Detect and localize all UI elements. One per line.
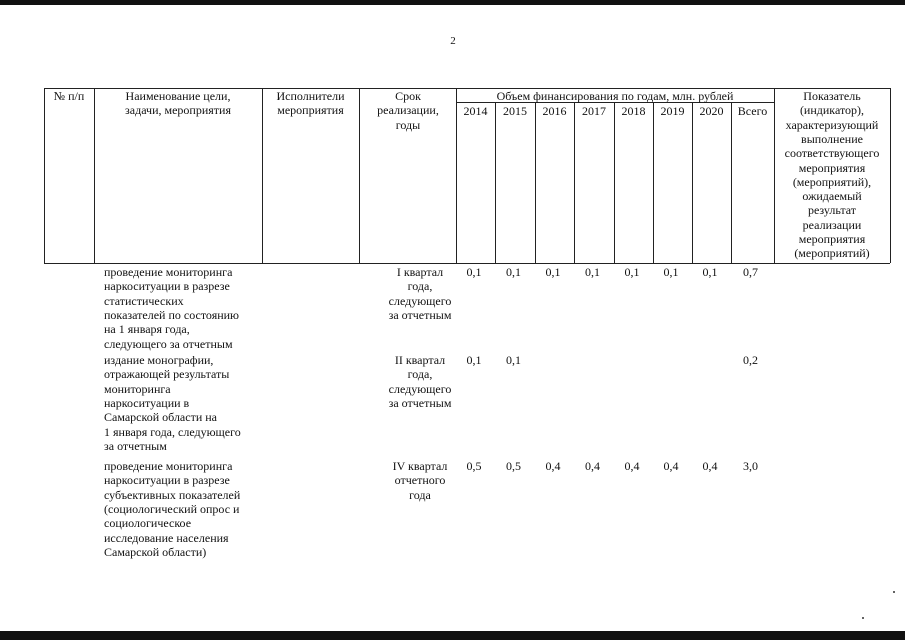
row-value: 0,4 [663, 459, 679, 473]
row-value: 0,4 [702, 459, 718, 473]
header-term: реализации, [377, 103, 439, 118]
table-rule-vertical [44, 88, 45, 263]
table-rule-vertical [692, 102, 693, 263]
row-name: социологическое [104, 516, 192, 531]
row-name: наркоситуации в [104, 395, 190, 410]
row-term: года, [407, 279, 433, 294]
row-name: показателей по состоянию [104, 307, 240, 322]
row-name: проведение мониторинга [104, 265, 233, 279]
row-term: за отчетным [388, 395, 452, 410]
header-term: Срок [395, 89, 421, 103]
row-name: следующего за отчетным [104, 336, 233, 351]
header-indicator: мероприятия [798, 160, 866, 175]
header-total: Всего [737, 104, 768, 118]
table-rule-vertical [94, 88, 95, 263]
row-name: проведение мониторинга [104, 459, 233, 473]
header-indicator: (мероприятий), [792, 174, 872, 189]
header-indicator: (мероприятий) [794, 246, 870, 261]
row-name: (социологический опрос и [104, 501, 240, 516]
header-year: 2016 [542, 104, 567, 118]
row-term: следующего [388, 293, 452, 308]
row-name: исследование населения [104, 530, 229, 545]
table-rule-vertical [653, 102, 654, 263]
header-executors: мероприятия [277, 103, 344, 118]
row-term: следующего [388, 381, 452, 396]
row-value: 0,1 [702, 265, 718, 279]
row-value: 0,1 [466, 353, 482, 367]
header-name: Наименование цели, [125, 89, 231, 103]
table-rule-vertical [535, 102, 536, 263]
top-scan-border [0, 0, 905, 5]
header-year: 2015 [503, 104, 527, 118]
row-name: субъективных показателей [104, 487, 241, 502]
row-name: 1 января года, следующего [104, 424, 241, 439]
row-name: отражающей результаты [104, 367, 230, 382]
header-financing-group: Объем финансирования по годам, млн. рублей [496, 89, 734, 103]
row-value: 0,4 [545, 459, 561, 473]
row-value: 0,5 [506, 459, 521, 473]
header-indicator: реализации [802, 217, 862, 232]
row-term: I квартал [396, 265, 444, 279]
header-indicator: (индикатор), [799, 103, 865, 118]
header-term: годы [395, 117, 421, 132]
row-value: 0,1 [506, 353, 521, 367]
row-name: мониторинга [104, 381, 171, 396]
row-term: года, [407, 367, 433, 382]
header-year: 2019 [660, 104, 685, 118]
row-term: за отчетным [388, 307, 452, 322]
row-value: 0,1 [466, 265, 482, 279]
row-value: 0,5 [466, 459, 482, 473]
row-name: за отчетным [104, 438, 167, 453]
table-rule-vertical [495, 102, 496, 263]
row-name: издание монографии, [104, 353, 214, 367]
row-term: II квартал [394, 353, 446, 367]
row-value: 0,1 [624, 265, 640, 279]
header-executors: Исполнители [276, 89, 345, 103]
row-name: Самарской области) [104, 544, 207, 559]
header-indicator: соответствующего [784, 146, 880, 161]
header-year: 2020 [699, 104, 724, 118]
header-indicator: мероприятия [798, 232, 866, 246]
row-value: 0,1 [506, 265, 521, 279]
row-value: 0,4 [585, 459, 600, 473]
header-indicator: выполнение [801, 131, 863, 146]
table-rule-vertical [774, 88, 775, 263]
header-indicator: Показатель [803, 89, 861, 103]
row-name: на 1 января года, [104, 322, 190, 337]
scan-speck [893, 591, 895, 593]
row-value: 0,1 [663, 265, 679, 279]
row-total: 0,7 [743, 265, 758, 279]
row-name: статистических [104, 293, 184, 308]
header-name: задачи, мероприятия [125, 103, 231, 118]
row-value: 0,1 [545, 265, 561, 279]
scan-speck [862, 617, 864, 619]
row-term: IV квартал [392, 459, 448, 473]
header-indicator: характеризующий [785, 117, 879, 132]
row-name: наркоситуации в разрезе [104, 279, 230, 294]
table-rule-vertical [262, 88, 263, 263]
header-year: 2017 [582, 104, 606, 118]
row-name: наркоситуации в разрезе [104, 473, 230, 488]
row-value: 0,4 [624, 459, 640, 473]
header-year: 2018 [621, 104, 646, 118]
row-term: отчетного [394, 473, 446, 488]
page-number: 2 [450, 35, 456, 47]
row-total: 3,0 [743, 459, 758, 473]
bottom-scan-border [0, 631, 905, 640]
table-rule-vertical [614, 102, 615, 263]
row-value: 0,1 [585, 265, 600, 279]
table-rule-vertical [574, 102, 575, 263]
header-year: 2014 [463, 104, 488, 118]
table-rule-horizontal [44, 263, 890, 264]
table-rule-vertical [890, 88, 891, 263]
header-number: № п/п [53, 89, 85, 103]
header-indicator: результат [807, 203, 857, 218]
table-rule-vertical [731, 102, 732, 263]
header-indicator: ожидаемый [802, 189, 862, 204]
row-term: года [409, 487, 431, 502]
row-name: Самарской области на [104, 410, 217, 425]
row-total: 0,2 [743, 353, 758, 367]
